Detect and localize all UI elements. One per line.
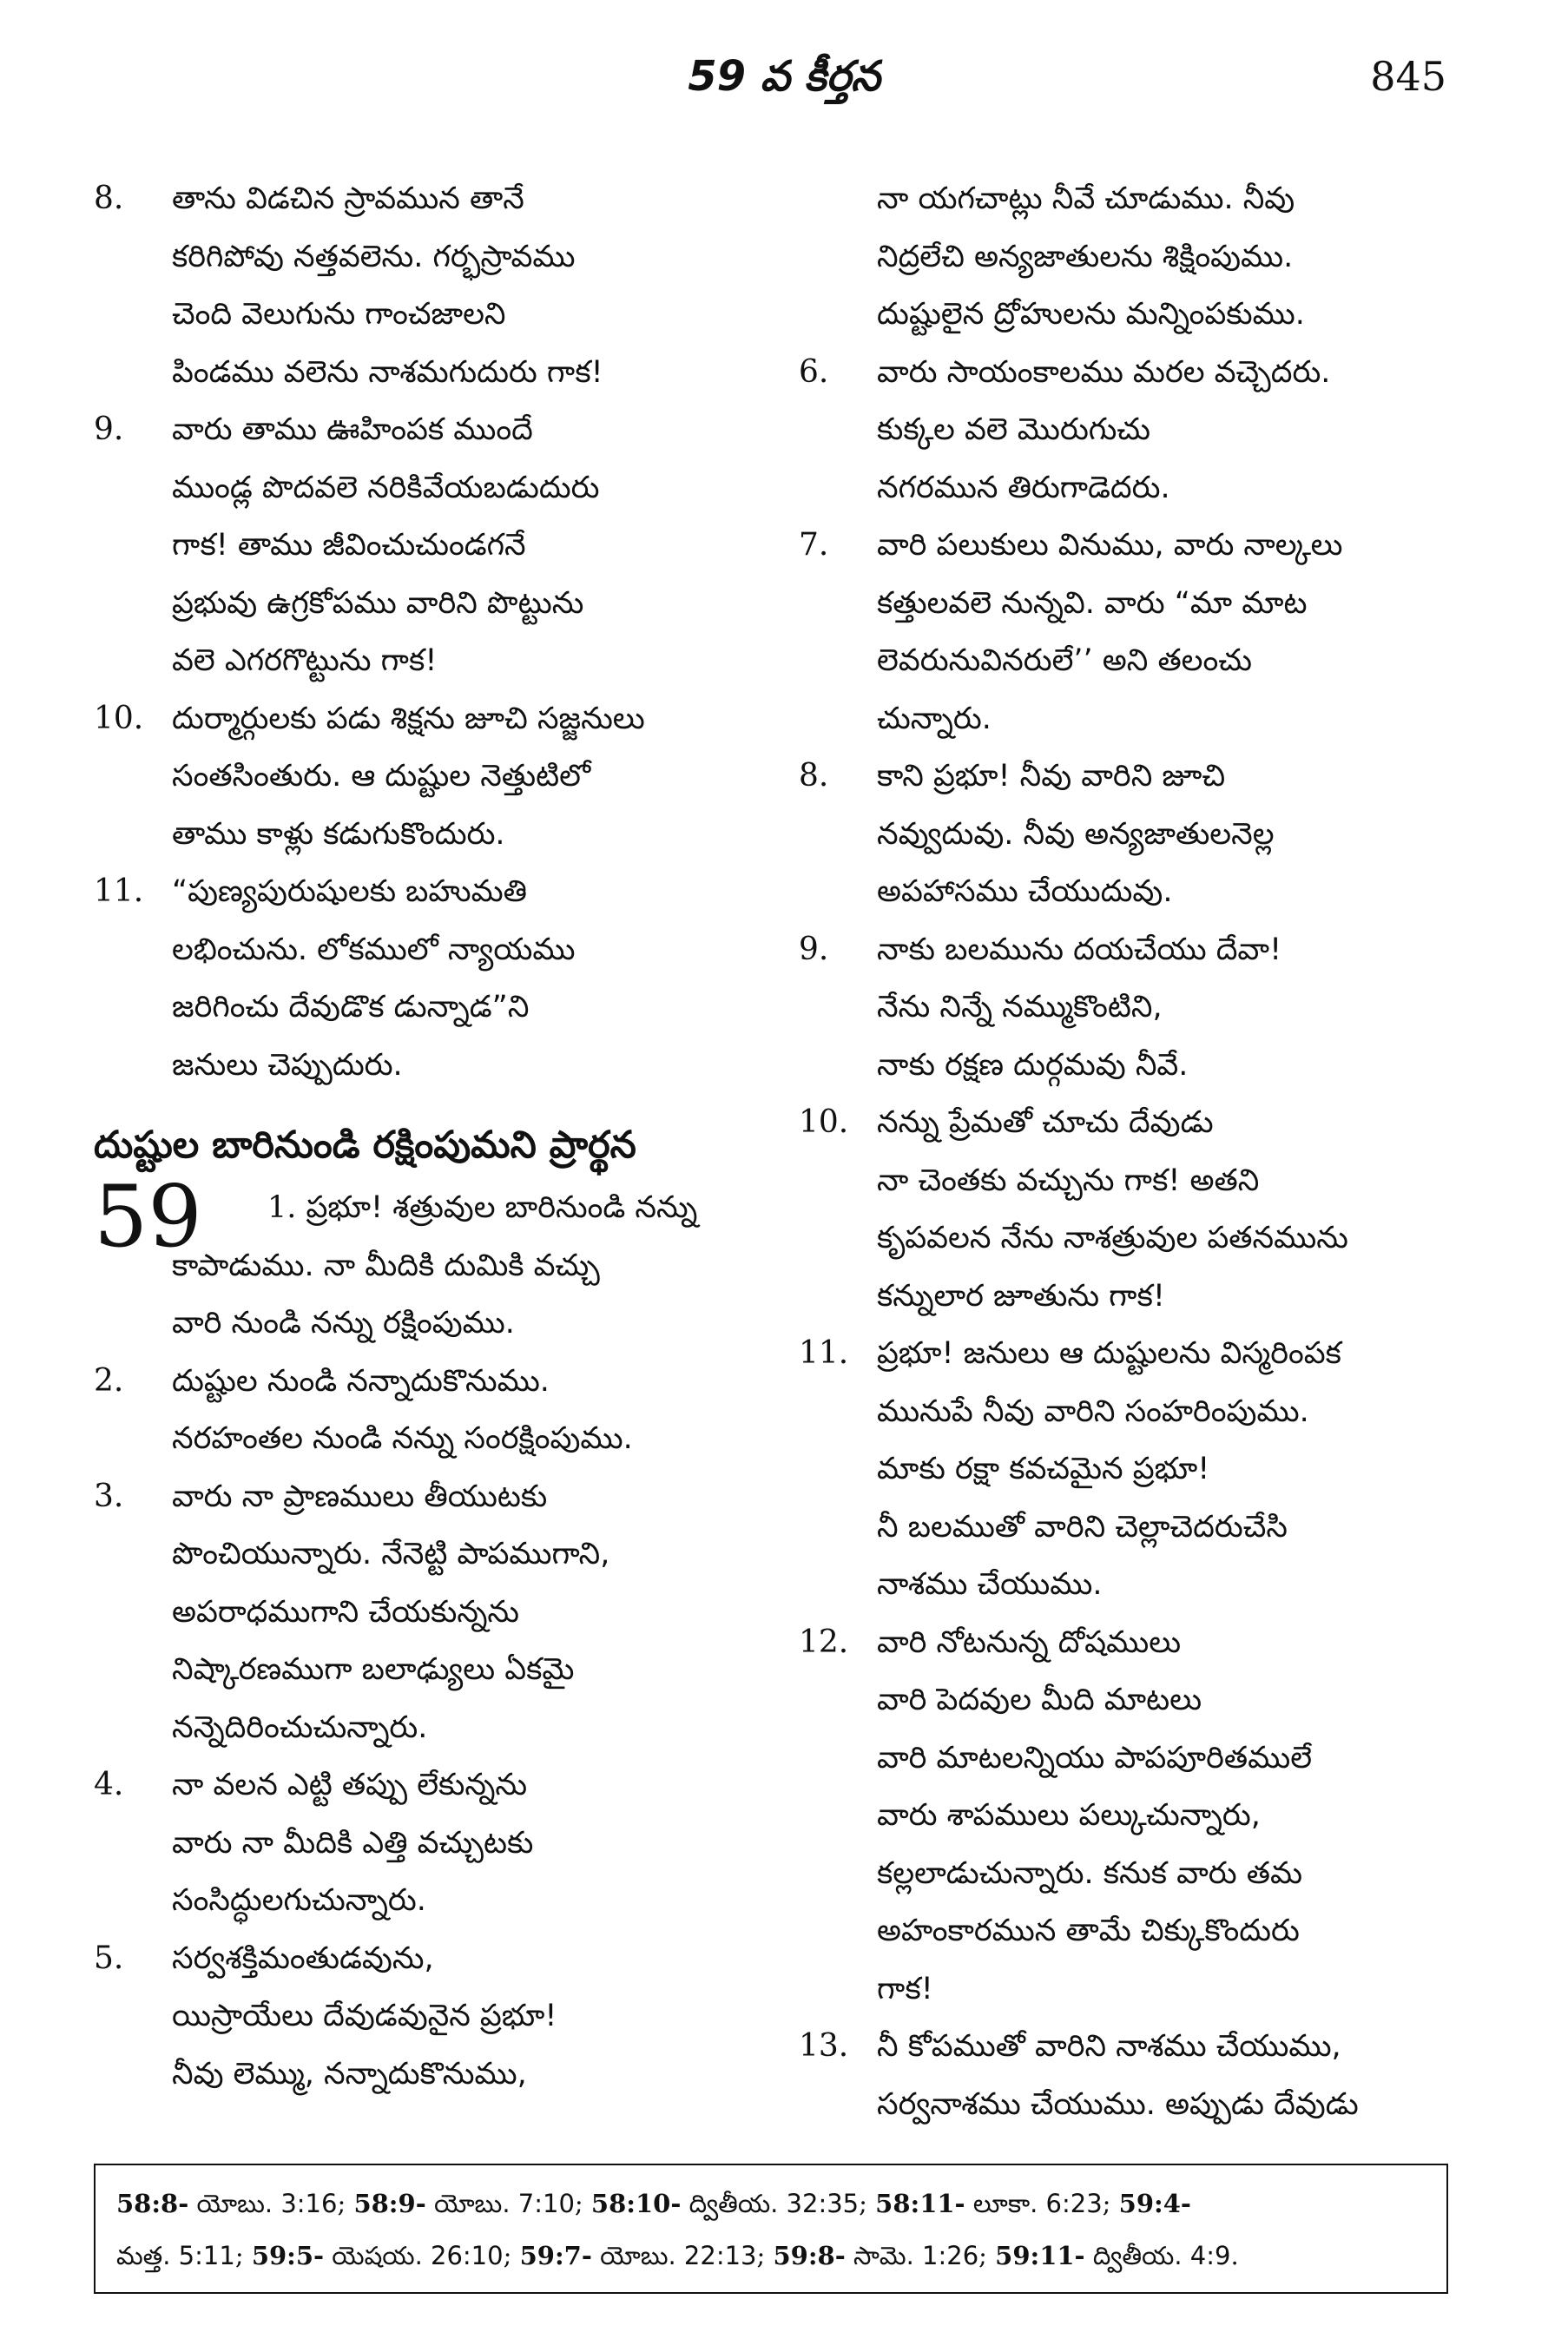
verse-line: వారి నోటనున్న దోషములు xyxy=(877,1624,1182,1660)
cross-reference-target: ద్వితీయ. 4:9 xyxy=(1084,2241,1231,2270)
verse xyxy=(799,1094,1476,1325)
verse-line: లెవరునువినరులే’’ అని తలంచు xyxy=(877,643,1252,678)
cross-reference-verse: 59:7- xyxy=(519,2241,592,2270)
verse-line: గాక! xyxy=(877,1971,933,2006)
verse-line: కాని ప్రభూ! నీవు వారిని జూచి xyxy=(877,759,1226,794)
cross-reference-separator: ; xyxy=(859,2189,876,2218)
cross-reference-box xyxy=(94,2164,1448,2294)
verse-line: పిండము వలెను నాశమగుదురు గాక! xyxy=(172,354,603,390)
verse-number: 2. xyxy=(94,1362,124,1399)
verse-line: దుష్టులైన ద్రోహులను మన్నింపకుము. xyxy=(877,297,1305,332)
cross-reference-target: యోబు. 7:10 xyxy=(425,2189,575,2218)
verse-line: దుష్టుల నుండి నన్నాదుకొనుము. xyxy=(172,1363,550,1399)
cross-reference-verse: 59:8- xyxy=(773,2241,846,2270)
verse-line: కాపాడుము. నా మీదికి దుమికి వచ్చు xyxy=(172,1248,600,1283)
verse xyxy=(799,2018,1476,2133)
verse-line: చున్నారు. xyxy=(877,701,992,736)
verse xyxy=(94,1468,754,1757)
verse xyxy=(799,1325,1476,1614)
verse-line: కత్తులవలె నున్నవి. వారు “మా మాట xyxy=(877,585,1308,621)
verse-line: తాను విడచిన స్రావమున తానే xyxy=(172,181,524,216)
verse xyxy=(799,517,1476,748)
verse-line: నాశము చేయుము. xyxy=(877,1567,1103,1602)
verse-line: జనులు చెప్పుదురు. xyxy=(172,1047,403,1083)
cross-reference xyxy=(116,2241,252,2270)
verse-line: లభించును. లోకములో న్యాయము xyxy=(172,932,576,967)
verse-line: నరహంతల నుండి నన్ను సంరక్షింపుము. xyxy=(172,1421,633,1456)
verse-number: 8. xyxy=(799,758,829,794)
verse-line: వారు శాపములు పల్కుచున్నారు, xyxy=(877,1798,1261,1833)
cross-reference xyxy=(353,2189,590,2218)
cross-reference-line xyxy=(116,2230,1429,2282)
cross-reference-separator: ; xyxy=(337,2189,354,2218)
cross-reference xyxy=(995,2241,1239,2270)
verse-line: నిద్రలేచి అన్యజాతులను శిక్షింపుము. xyxy=(877,239,1294,274)
cross-reference-target: యోబు. 3:16 xyxy=(188,2189,338,2218)
verse-line: నేను నిన్నే నమ్ముకొంటిని, xyxy=(877,990,1163,1024)
verse xyxy=(94,863,754,1094)
cross-reference-separator: ; xyxy=(503,2241,520,2270)
verse-number: 12. xyxy=(799,1624,849,1660)
page-number: 845 xyxy=(1370,53,1446,100)
verse xyxy=(799,344,1476,517)
verse-line: అపహాసము చేయుదువు. xyxy=(877,874,1173,909)
verse-number: 4. xyxy=(94,1767,124,1802)
verse-line: వారు సాయంకాలము మరల వచ్చెదరు. xyxy=(877,354,1331,390)
cross-reference-line xyxy=(116,2177,1429,2230)
cross-reference xyxy=(774,2241,996,2270)
cross-reference-verse: 59:11- xyxy=(995,2241,1085,2270)
verse-line: వారు నా మీదికి ఎత్తి వచ్చుటకు xyxy=(172,1825,534,1861)
verse-line: నన్ను ప్రేమతో చూచు దేవుడు xyxy=(877,1105,1214,1140)
verse-line: “పుణ్యపురుషులకు బహుమతి xyxy=(172,874,527,909)
cross-reference-target: యోబు. 22:13 xyxy=(591,2241,757,2270)
verse-line: మునుపే నీవు వారిని సంహరింపుము. xyxy=(877,1393,1309,1429)
cross-reference-verse: 58:8- xyxy=(116,2189,189,2218)
verse-line: నన్నెదిరించుచున్నారు. xyxy=(172,1710,428,1745)
verse-number: 11. xyxy=(799,1335,849,1371)
cross-reference-separator: ; xyxy=(978,2241,996,2270)
verse-line: నీ బలముతో వారిని చెల్లాచెదరుచేసి xyxy=(877,1509,1288,1545)
verse xyxy=(94,401,754,690)
verse-line: దుర్మార్గులకు పడు శిక్షను జూచి సజ్జనులు xyxy=(172,701,645,736)
verse-number: 13. xyxy=(799,2028,849,2064)
cross-reference-separator: ; xyxy=(234,2241,252,2270)
verse-number: 10. xyxy=(799,1104,849,1140)
section-heading: దుష్టుల బారినుండి రక్షింపుమని ప్రార్థన xyxy=(94,1123,636,1167)
verse xyxy=(799,1614,1476,2019)
verse-line: నగరమున తిరుగాడెదరు. xyxy=(877,470,1170,505)
psalm-start xyxy=(94,1168,754,1353)
verse-line: అహంకారమున తామే చిక్కుకొందురు xyxy=(877,1914,1300,1948)
verse-line: గాక! తాము జీవించుచుండగనే xyxy=(172,528,526,563)
verse-line: నాకు రక్షణ దుర్గమవు నీవే. xyxy=(877,1047,1189,1083)
right-column xyxy=(799,170,1476,2133)
verse-line: అపరాధముగాని చేయకున్నను xyxy=(172,1594,520,1630)
verse xyxy=(94,170,754,401)
chapter-number: 59 xyxy=(94,1168,202,1267)
verse-line: కల్లలాడుచున్నారు. కనుక వారు తమ xyxy=(877,1855,1303,1891)
cross-reference-separator: ; xyxy=(574,2189,591,2218)
verse-line: సర్వశక్తిమంతుడవును, xyxy=(172,1940,434,1976)
verse-line: నిష్కారణముగా బలాఢ్యులు ఏకమై xyxy=(172,1652,575,1687)
verse-line: కన్నులార జూతును గాక! xyxy=(877,1278,1165,1314)
verse-line: కుక్కల వలె మొరుగుచు xyxy=(877,412,1151,447)
verse-number: 5. xyxy=(94,1940,124,1976)
cross-reference-target: లూకా. 6:23 xyxy=(965,2189,1103,2218)
verse-number: 10. xyxy=(94,700,144,736)
verse-line: వారు తాము ఊహింపక ముందే xyxy=(172,412,533,447)
cross-reference-separator: . xyxy=(1230,2241,1239,2270)
cross-reference-verse: 58:10- xyxy=(590,2189,682,2218)
right-verses xyxy=(799,344,1476,2134)
verse-line: నా వలన ఎట్టి తప్పు లేకున్నను xyxy=(172,1768,528,1802)
verse-line: తాము కాళ్లు కడుగుకొందురు. xyxy=(172,816,505,852)
left-column xyxy=(94,170,754,2103)
cross-reference-target: మత్త. 5:11 xyxy=(116,2241,235,2270)
verse-line: వారి పలుకులు వినుము, వారు నాల్కలు xyxy=(877,528,1343,563)
verse xyxy=(94,1756,754,1930)
verse-line: ముండ్ల పొదవలె నరికివేయబడుదురు xyxy=(172,470,600,505)
verse-number: 9. xyxy=(94,412,124,447)
verse xyxy=(799,748,1476,921)
verse-line: వారి పెదవుల మీది మాటలు xyxy=(877,1683,1202,1717)
verse-line: కృపవలన నేను నాశత్రువుల పతనమును xyxy=(877,1221,1348,1255)
cross-reference xyxy=(252,2241,520,2270)
cross-reference xyxy=(875,2189,1119,2218)
verse-line: మాకు రక్షా కవచమైన ప్రభూ! xyxy=(877,1452,1210,1486)
verse-line: పొంచియున్నారు. నేనెట్టి పాపముగాని, xyxy=(172,1537,610,1571)
verse-line: ప్రభూ! జనులు ఆ దుష్టులను విస్మరింపక xyxy=(877,1336,1341,1371)
verse-text: ప్రభూ! శత్రువుల బారినుండి నన్ను xyxy=(306,1190,698,1225)
verse-line: వలె ఎగరగొట్టును గాక! xyxy=(172,643,438,678)
verse-line: సంతసింతురు. ఆ దుష్టుల నెత్తుటిలో xyxy=(172,759,591,794)
verse-number: 6. xyxy=(799,353,829,390)
verse-number: 11. xyxy=(94,873,144,909)
verse-line: వారు నా ప్రాణములు తీయుటకు xyxy=(172,1479,548,1514)
verse-line: కరిగిపోవు నత్తవలెను. గర్భస్రావము xyxy=(172,239,576,274)
verse-line: నా చెంతకు వచ్చును గాక! అతని xyxy=(877,1163,1260,1198)
cross-reference-separator: ; xyxy=(1102,2189,1119,2218)
verse-number: 7. xyxy=(799,527,829,563)
cross-reference xyxy=(591,2189,875,2218)
verse-line: వారి మాటలన్నియు పాపపూరితములే xyxy=(877,1740,1313,1776)
verse-line: చెంది వెలుగును గాంచజాలని xyxy=(172,297,506,332)
verse-line: వారి నుండి నన్ను రక్షింపుము. xyxy=(172,1306,515,1341)
cross-reference-target: ద్వితీయ. 32:35 xyxy=(681,2189,860,2218)
verse-line: జరిగించు దేవుడొక డున్నాడ”ని xyxy=(172,990,530,1024)
verse-continuation xyxy=(799,170,1476,344)
cross-reference-verse: 59:5- xyxy=(251,2241,325,2270)
verse-number: 3. xyxy=(94,1478,124,1514)
verse-line: నా యగచాట్లు నీవే చూడుము. నీవు xyxy=(877,181,1295,216)
verse-line: నీ కోపముతో వారిని నాశము చేయుము, xyxy=(877,2029,1341,2064)
cross-reference-verse: 58:9- xyxy=(353,2189,426,2218)
verse-line: నవ్వుదువు. నీవు అన్యజాతులనెల్ల xyxy=(877,816,1275,852)
verses-before xyxy=(94,170,754,1094)
cross-reference-verse: 58:11- xyxy=(875,2189,965,2218)
cross-reference-verse: 59:4- xyxy=(1118,2189,1191,2218)
verse xyxy=(94,1353,754,1468)
cross-reference-target: సామె. 1:26 xyxy=(845,2241,979,2270)
verse-line xyxy=(172,1179,754,1237)
verse-line: ప్రభువు ఉగ్రకోపము వారిని పొట్టును xyxy=(172,585,584,621)
cross-reference xyxy=(1119,2189,1191,2218)
verse-line: సంసిద్ధులగుచున్నారు. xyxy=(172,1883,426,1918)
verse-number: 9. xyxy=(799,931,829,967)
verse xyxy=(94,1930,754,2104)
verse-number: 8. xyxy=(94,181,124,216)
verse-line: యిస్రాయేలు దేవుడవునైన ప్రభూ! xyxy=(172,1999,557,2033)
verses-after xyxy=(94,1353,754,2104)
verse-line: నీవు లెమ్ము, నన్నాదుకొనుము, xyxy=(172,2056,527,2092)
page-title: 59 వ కీర్తన xyxy=(688,52,880,101)
verse xyxy=(94,690,754,864)
cross-reference-separator: ; xyxy=(756,2241,774,2270)
verse-number: 1. xyxy=(267,1190,297,1225)
verse-line: సర్వనాశము చేయుము. అప్పుడు దేవుడు xyxy=(877,2086,1359,2122)
cross-reference xyxy=(116,2189,353,2218)
cross-reference xyxy=(520,2241,774,2270)
cross-reference-target: యెషయ. 26:10 xyxy=(324,2241,504,2270)
verse xyxy=(799,921,1476,1095)
verse-line: నాకు బలమును దయచేయు దేవా! xyxy=(877,932,1282,967)
